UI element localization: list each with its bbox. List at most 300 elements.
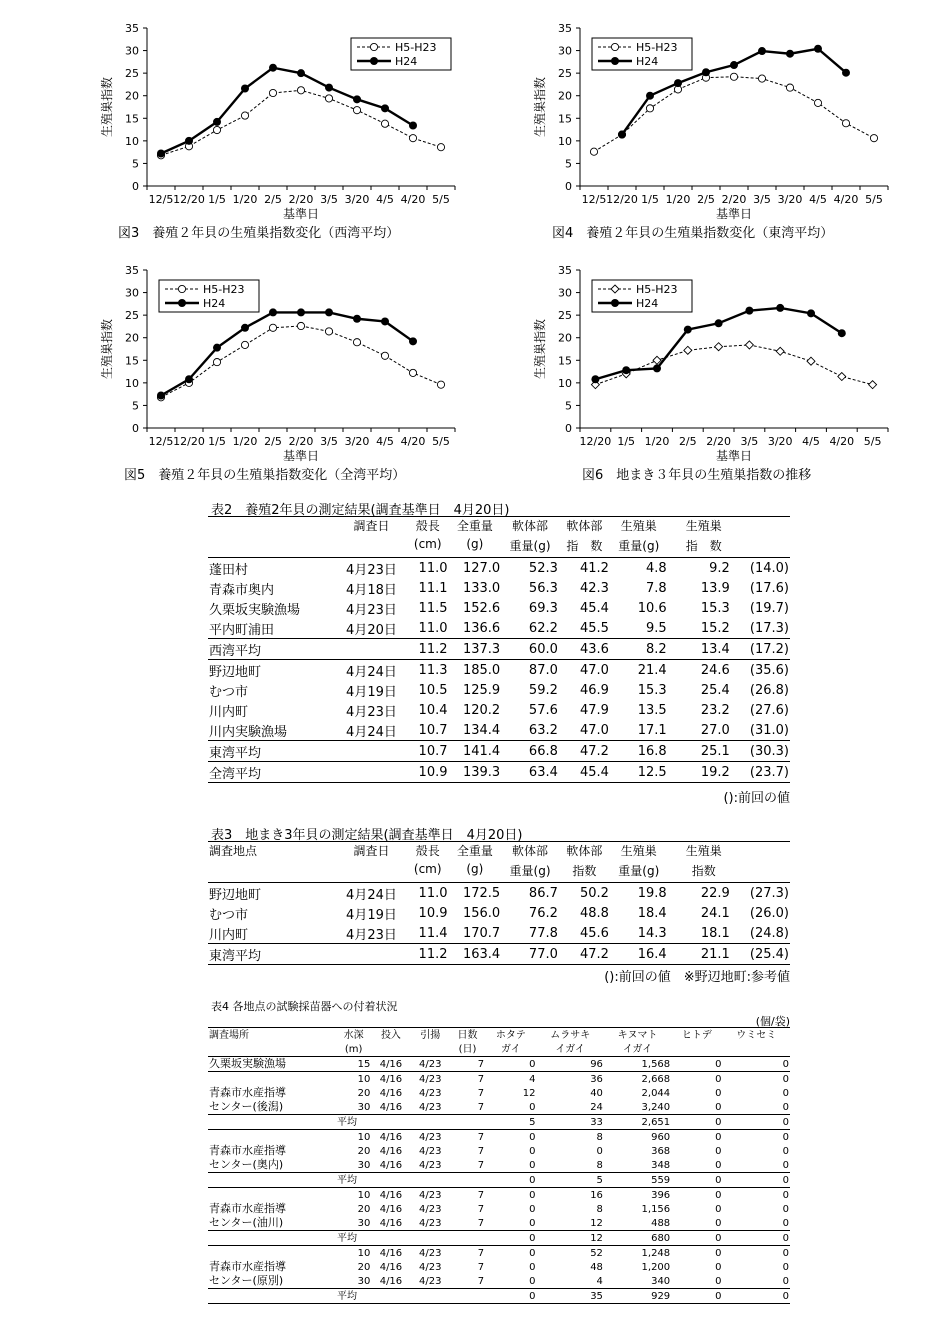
header-cell: 全重量 [456, 844, 493, 858]
table-cell: 0 [715, 1145, 722, 1157]
table-row [208, 1202, 790, 1216]
table-cell: (30.3) [749, 743, 789, 759]
table-cell: 4/23 [418, 1145, 442, 1157]
x-tick-label: 3/20 [777, 193, 803, 206]
data-point [241, 341, 248, 348]
header-cell: 調査日 [353, 519, 390, 533]
data-point [353, 339, 360, 346]
data-point [730, 73, 737, 80]
table-cell: 87.0 [528, 662, 558, 678]
legend-marker [611, 43, 618, 50]
table-cell: 11.0 [418, 560, 448, 576]
station-name: むつ市 [209, 684, 249, 700]
table4-unit: (個/袋) [755, 1015, 790, 1028]
y-tick-label: 25 [558, 309, 572, 323]
table-cell: 15.2 [700, 620, 730, 636]
table-cell: 17.1 [637, 722, 667, 738]
table-cell: 16 [590, 1189, 603, 1201]
table-cell: 12.5 [637, 764, 667, 780]
table-cell: 7 [477, 1073, 485, 1085]
station-name: 蓬田村 [209, 562, 249, 578]
table-cell [450, 1173, 485, 1188]
data-point [702, 68, 710, 76]
table-cell [336, 944, 407, 965]
data-point [157, 149, 165, 157]
y-tick-label: 15 [125, 354, 139, 368]
data-point [745, 307, 753, 315]
station-name: むつ市 [209, 907, 249, 923]
table2-note: ():前回の値 [723, 791, 790, 806]
table-cell: 0 [715, 1261, 722, 1273]
header-cell: ウミセミ [736, 1029, 777, 1041]
table-cell: 41.2 [579, 560, 609, 576]
data-point [786, 50, 794, 58]
table-cell: 2,668 [641, 1073, 671, 1085]
legend-label: H24 [203, 297, 226, 310]
table-cell: 12 [522, 1087, 536, 1099]
y-tick-label: 35 [558, 264, 572, 277]
table-header-row [208, 517, 790, 538]
header-cell: (cm) [413, 862, 442, 876]
table-cell: 4/16 [379, 1087, 403, 1099]
table-cell: 1,248 [641, 1247, 671, 1259]
table-row [208, 680, 790, 700]
table-cell: 4/16 [379, 1189, 403, 1201]
x-tick-label: 2/20 [288, 435, 314, 448]
header-cell: 殻長 [415, 844, 440, 858]
table-cell: 24 [590, 1101, 603, 1113]
y-tick-label: 5 [132, 399, 139, 413]
table-cell: (17.6) [749, 580, 789, 596]
table-cell: 4/23 [418, 1073, 442, 1085]
header-cell: (m) [344, 1043, 363, 1055]
table-cell: 10.9 [418, 905, 448, 921]
table-cell: 24.6 [700, 662, 730, 678]
table-cell: 4/23 [418, 1058, 442, 1070]
station-name: 東湾平均 [209, 948, 262, 964]
table-cell: 25.4 [700, 682, 730, 698]
table-cell: 46.9 [579, 682, 609, 698]
table-cell: 11.3 [418, 662, 448, 678]
data-point [409, 135, 416, 142]
y-tick-label: 5 [565, 399, 572, 413]
header-cell [208, 862, 336, 883]
chart-svg [528, 262, 908, 462]
table-cell: 43.6 [579, 641, 609, 657]
table-cell: 20 [357, 1203, 371, 1215]
legend-marker [178, 285, 185, 292]
header-cell: ムラサキ [550, 1029, 591, 1041]
table-cell: 52 [590, 1247, 603, 1259]
station-name: 青森市奥内 [209, 582, 275, 598]
table-cell: 15.3 [700, 600, 730, 616]
table-cell: 0 [782, 1189, 789, 1201]
header-cell [208, 1042, 336, 1057]
table-cell: 0 [715, 1087, 722, 1099]
chart-svg [95, 262, 475, 462]
table-cell: 488 [651, 1217, 671, 1229]
table-cell: 48.8 [579, 905, 609, 921]
header-cell [723, 1042, 790, 1057]
y-tick-label: 0 [132, 180, 139, 193]
table-row [208, 660, 790, 681]
station-name: センター(油川) [209, 1216, 284, 1229]
table-header-row [208, 862, 790, 883]
x-tick-label: 2/5 [264, 435, 282, 448]
table-cell: 7 [477, 1159, 485, 1171]
data-point [870, 135, 877, 142]
table-cell: 0 [715, 1131, 722, 1143]
table-cell: 7 [477, 1087, 485, 1099]
table-cell: 63.4 [528, 764, 558, 780]
table-cell: 0 [782, 1058, 789, 1070]
table-cell: 11.2 [418, 641, 448, 657]
legend-label: H24 [636, 55, 659, 68]
table-row [208, 1188, 790, 1203]
table-cell: 60.0 [528, 641, 558, 657]
y-tick-label: 30 [558, 286, 572, 300]
table-cell: 156.0 [462, 905, 501, 921]
table-cell: 4/16 [379, 1058, 403, 1070]
header-cell: 指 数 [685, 539, 722, 553]
x-tick-label: 2/5 [697, 193, 715, 206]
x-tick-label: 5/5 [432, 193, 450, 206]
table-cell: 8 [596, 1159, 603, 1171]
table-row [208, 1100, 790, 1115]
table-cell: 348 [651, 1159, 671, 1171]
x-tick-label: 2/20 [721, 193, 747, 206]
table-cell: 27.0 [700, 722, 730, 738]
table-cell [411, 1115, 450, 1130]
table-cell: 0 [715, 1232, 722, 1244]
data-point [297, 308, 305, 316]
table-cell: 13.4 [700, 641, 730, 657]
data-point [325, 84, 333, 92]
station-name [208, 1231, 336, 1246]
table-cell: 62.2 [528, 620, 558, 636]
data-point [381, 352, 388, 359]
table-cell: 11.1 [418, 580, 448, 596]
table-cell: 57.6 [528, 702, 558, 718]
figure-6-caption: 図6 地まき３年貝の生殖巣指数の推移 [582, 468, 812, 483]
table-cell: 0 [782, 1290, 789, 1302]
table-cell: 42.3 [579, 580, 609, 596]
table-cell: 2,651 [641, 1116, 671, 1128]
station-name: 青森市水産指導 [209, 1202, 286, 1215]
x-axis-label: 基準日 [282, 207, 320, 220]
table-row [208, 1072, 790, 1087]
table-cell: 0 [529, 1275, 536, 1287]
legend-marker [611, 57, 619, 65]
table-cell: (27.3) [749, 885, 789, 901]
figure-4-chart [528, 20, 908, 220]
table-row [208, 1260, 790, 1274]
x-tick-label: 3/20 [344, 193, 370, 206]
data-point [381, 120, 388, 127]
table-cell: 0 [529, 1189, 536, 1201]
station-name: 東湾平均 [209, 745, 262, 761]
table-cell: 8 [596, 1203, 603, 1215]
table-row [208, 903, 790, 923]
table-cell: 4/16 [379, 1217, 403, 1229]
table-cell: 21.4 [637, 662, 667, 678]
table-cell: 1,568 [641, 1058, 671, 1070]
y-tick-label: 20 [125, 331, 139, 345]
table-cell: 77.8 [528, 925, 558, 941]
table-cell: 47.2 [579, 743, 609, 759]
table-cell [371, 1289, 410, 1304]
table-cell: (14.0) [749, 560, 789, 576]
header-cell: 生殖巣 [685, 519, 722, 533]
x-tick-label: 12/20 [173, 435, 205, 448]
table-row [208, 1216, 790, 1231]
table-row [208, 944, 790, 965]
station-name [208, 1289, 336, 1304]
table-cell: 36 [590, 1073, 603, 1085]
table-row [208, 720, 790, 741]
table-cell: 19.8 [637, 885, 667, 901]
y-tick-label: 15 [558, 354, 572, 368]
data-point [353, 315, 361, 323]
header-cell: 調査地点 [209, 844, 258, 858]
table-cell: 1,156 [641, 1203, 671, 1215]
figure-5-caption: 図5 養殖２年貝の生殖巣指数変化（全湾平均） [124, 468, 406, 483]
table-cell: 15.3 [637, 682, 667, 698]
legend-marker [178, 299, 186, 307]
y-tick-label: 10 [125, 134, 139, 148]
table-cell: 152.6 [462, 600, 501, 616]
header-cell: 重量(g) [509, 864, 551, 878]
table-cell: 141.4 [462, 743, 501, 759]
x-tick-label: 12/20 [606, 193, 638, 206]
table-cell [450, 1231, 485, 1246]
header-cell: 軟体部 [566, 844, 603, 858]
table-cell: 127.0 [462, 560, 501, 576]
header-cell: 殻長 [415, 519, 440, 533]
table-cell [336, 741, 407, 762]
header-cell: 引揚 [420, 1029, 441, 1041]
table-cell: 20 [357, 1087, 371, 1099]
table-cell: 0 [782, 1131, 789, 1143]
table-cell: 63.2 [528, 722, 558, 738]
table-row [208, 1158, 790, 1173]
table-cell: 0 [529, 1101, 536, 1113]
table-cell: 47.2 [579, 946, 609, 962]
y-tick-label: 30 [125, 44, 139, 58]
x-tick-label: 4/5 [809, 193, 827, 206]
table-cell: 4/16 [379, 1247, 403, 1259]
table-cell: 0 [782, 1247, 789, 1259]
table-cell: 929 [651, 1290, 671, 1302]
table-cell: 137.3 [462, 641, 501, 657]
table-cell: (35.6) [749, 662, 789, 678]
data-point [674, 79, 682, 87]
table-cell: 50.2 [579, 885, 609, 901]
table-row [208, 1130, 790, 1145]
data-point [842, 69, 850, 77]
table-row [208, 1173, 790, 1188]
x-tick-label: 3/5 [320, 435, 338, 448]
data-point [591, 375, 599, 383]
table-cell: 86.7 [528, 885, 558, 901]
data-point [241, 324, 249, 332]
station-name [208, 1188, 336, 1203]
table-cell: 10 [357, 1131, 371, 1143]
table-cell: 5 [529, 1116, 536, 1128]
table-cell: (26.0) [749, 905, 789, 921]
station-name [208, 1130, 336, 1145]
table-cell: 4月24日 [346, 664, 397, 680]
table-cell: 0 [782, 1101, 789, 1113]
x-tick-label: 1/20 [665, 193, 691, 206]
table-cell: 4/16 [379, 1261, 403, 1273]
table-cell: 25.1 [700, 743, 730, 759]
table-cell: 13.5 [637, 702, 667, 718]
table-cell: 0 [782, 1073, 789, 1085]
table-row [208, 1086, 790, 1100]
table-row [208, 558, 790, 579]
table-cell: 45.4 [579, 764, 609, 780]
table-cell: 69.3 [528, 600, 558, 616]
table-cell: 1,200 [641, 1261, 671, 1273]
data-point [684, 326, 692, 334]
table-cell [371, 1231, 410, 1246]
station-name [208, 1246, 336, 1261]
station-name: 全湾平均 [209, 766, 262, 782]
figure-6-chart [528, 262, 908, 462]
table-cell: 0 [596, 1145, 603, 1157]
x-tick-label: 2/5 [678, 435, 697, 448]
data-point [776, 347, 784, 355]
station-name: 西湾平均 [209, 643, 262, 659]
table-cell: 4月24日 [346, 724, 397, 740]
table-row [208, 1144, 790, 1158]
table-cell: (25.4) [749, 946, 789, 962]
data-point [842, 120, 849, 127]
table-cell: 19.2 [700, 764, 730, 780]
data-point [269, 64, 277, 72]
table-cell: 0 [715, 1203, 722, 1215]
x-tick-label: 1/20 [644, 435, 670, 448]
table-row [208, 598, 790, 618]
header-cell: 軟体部 [512, 519, 549, 533]
table-cell: 0 [529, 1203, 536, 1215]
table-row [208, 741, 790, 762]
header-cell [208, 537, 336, 558]
table-row [208, 1246, 790, 1261]
table-cell [411, 1289, 450, 1304]
header-cell: 指数 [691, 864, 716, 878]
table-cell: 0 [782, 1174, 789, 1186]
data-point [437, 144, 444, 151]
table-cell: 10.7 [418, 743, 448, 759]
station-name: 川内実験漁場 [209, 724, 288, 740]
table-cell: 4/23 [418, 1275, 442, 1287]
data-point [653, 364, 661, 372]
data-point [758, 75, 765, 82]
station-name: センター(後潟) [209, 1100, 284, 1113]
table-cell: 45.4 [579, 600, 609, 616]
table-row [208, 578, 790, 598]
header-cell: イガイ [622, 1043, 653, 1055]
table-cell: 172.5 [462, 885, 501, 901]
table-cell: 8 [596, 1131, 603, 1143]
table-cell: 0 [782, 1116, 789, 1128]
table-cell: 30 [357, 1101, 371, 1113]
data-point [437, 381, 444, 388]
table-cell: 7 [477, 1247, 485, 1259]
table-cell: (19.7) [749, 600, 789, 616]
table-cell: 7.8 [645, 580, 667, 596]
data-point [213, 358, 220, 365]
table-cell: 15 [357, 1058, 371, 1070]
table-cell: 10.9 [418, 764, 448, 780]
x-tick-label: 4/5 [802, 435, 820, 448]
x-tick-label: 1/5 [641, 193, 659, 206]
table-cell: 11.4 [418, 925, 448, 941]
legend-label: H5-H23 [395, 41, 437, 54]
data-point [814, 45, 822, 53]
header-cell: 調査場所 [209, 1029, 249, 1041]
table-cell: 4.8 [645, 560, 667, 576]
table3-note: ():前回の値 ※野辺地町:参考値 [604, 970, 790, 985]
y-tick-label: 20 [125, 89, 139, 103]
table-cell: 396 [651, 1189, 671, 1201]
table-header-row [208, 1028, 790, 1043]
data-point [684, 346, 692, 354]
table-cell: 47.0 [579, 662, 609, 678]
legend-label: H5-H23 [636, 283, 678, 296]
table-cell: 12 [590, 1217, 603, 1229]
x-tick-label: 3/20 [767, 435, 793, 448]
y-tick-label: 25 [558, 67, 572, 81]
table-cell: 7 [477, 1101, 485, 1113]
table-cell: (31.0) [749, 722, 789, 738]
table-cell: 10 [357, 1247, 371, 1259]
table-cell: 0 [529, 1232, 536, 1244]
header-cell [371, 1042, 410, 1057]
table-row [208, 923, 790, 944]
header-cell [731, 517, 790, 538]
table-cell: 0 [715, 1217, 722, 1229]
header-cell: 全重量 [456, 519, 493, 533]
table-row [208, 883, 790, 904]
table-cell: 23.2 [700, 702, 730, 718]
table-cell: 0 [529, 1058, 536, 1070]
y-tick-label: 5 [132, 157, 139, 171]
table-cell: 0 [715, 1159, 722, 1171]
table-cell: 170.7 [462, 925, 501, 941]
header-cell: 投入 [380, 1029, 401, 1041]
table-cell: 5 [596, 1174, 603, 1186]
header-cell [671, 1042, 722, 1057]
x-tick-label: 3/5 [320, 193, 338, 206]
table-cell: 4/23 [418, 1087, 442, 1099]
x-tick-label: 4/5 [376, 193, 394, 206]
table-cell: 0 [782, 1275, 789, 1287]
table-cell: 139.3 [462, 764, 501, 780]
data-point [776, 304, 784, 312]
y-axis-label: 生殖巣指数 [533, 318, 547, 380]
y-tick-label: 30 [558, 44, 572, 58]
table-cell: (24.8) [749, 925, 789, 941]
table-cell: 4/16 [379, 1101, 403, 1113]
data-point [185, 375, 193, 383]
x-tick-label: 4/20 [833, 193, 859, 206]
table-cell: 4/16 [379, 1131, 403, 1143]
header-cell [731, 862, 790, 883]
y-tick-label: 20 [558, 89, 572, 103]
